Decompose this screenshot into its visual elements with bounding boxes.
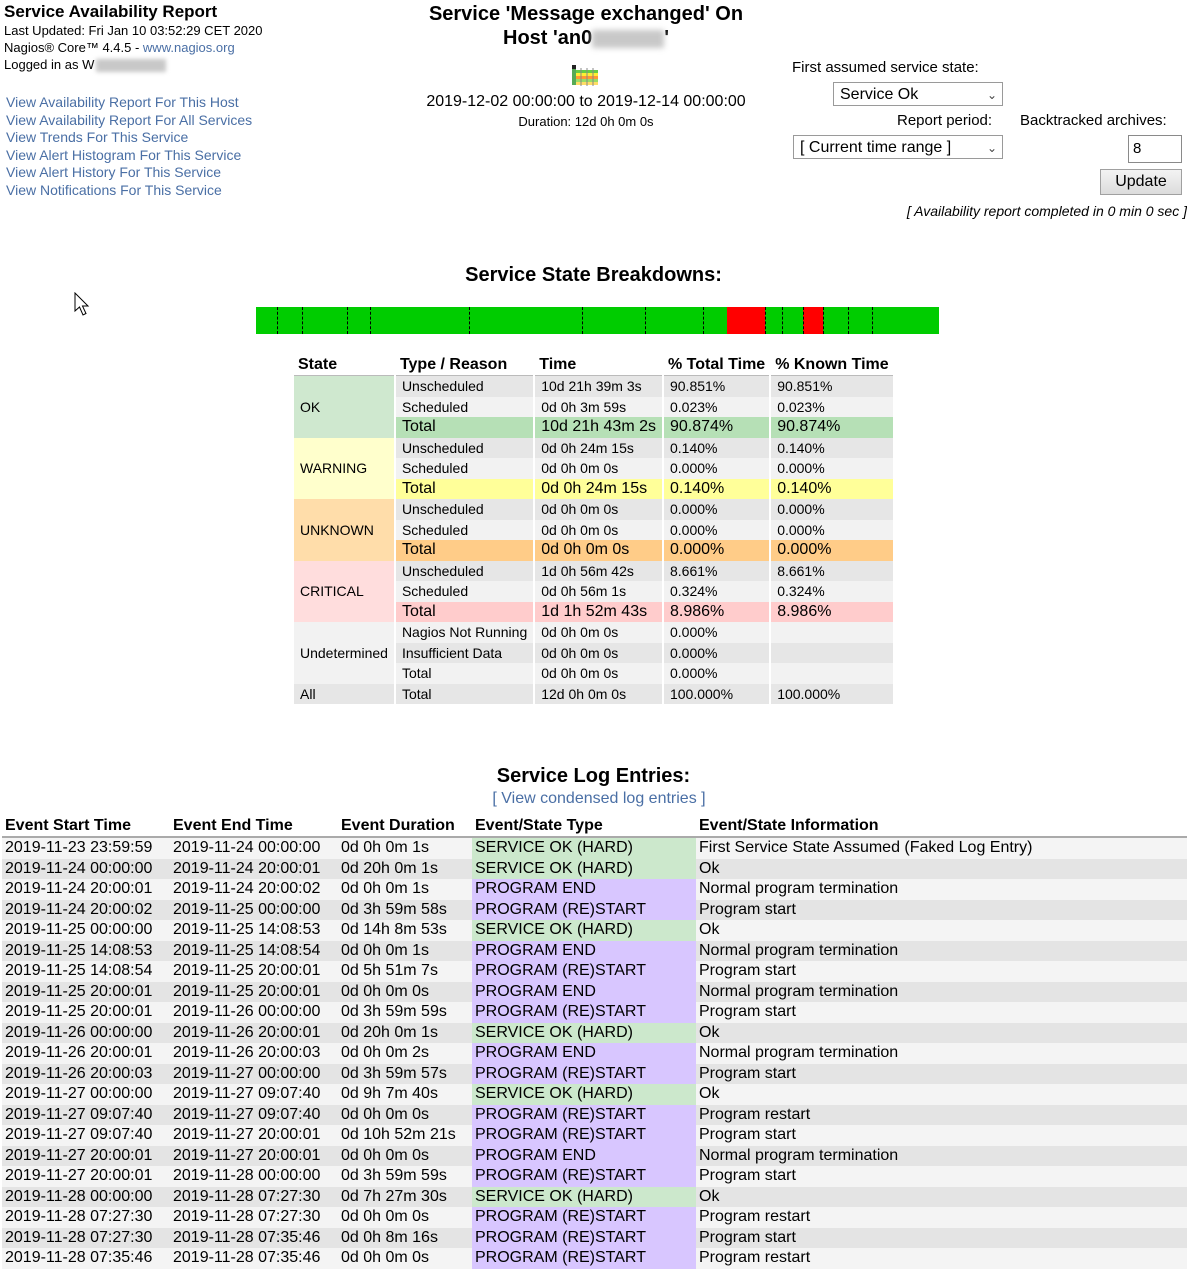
col-event-end: Event End Time xyxy=(170,816,338,837)
cell-time: 0d 0h 24m 15s xyxy=(535,438,662,459)
cell-type-reason: Scheduled xyxy=(396,458,533,479)
report-period-value: [ Current time range ] xyxy=(800,139,952,156)
cell-event-type: PROGRAM (RE)START xyxy=(472,1105,696,1126)
cell-time: 0d 0h 0m 0s xyxy=(535,643,662,664)
col-time: Time xyxy=(535,353,662,376)
state-transition-tick xyxy=(277,307,278,334)
cell-known-pct: 8.986% xyxy=(771,602,893,623)
report-period-select[interactable] xyxy=(793,135,1003,159)
cell-event-info: Ok xyxy=(699,1085,720,1103)
state-cell: WARNING xyxy=(294,438,394,500)
cell-event-info: Ok xyxy=(699,1023,720,1041)
cell-event-duration: 0d 3h 59m 57s xyxy=(341,1064,447,1082)
cell-event-end: 2019-11-25 14:08:54 xyxy=(173,941,321,959)
state-cell: Undetermined xyxy=(294,622,394,684)
log-row xyxy=(2,859,1187,880)
cell-event-end: 2019-11-25 20:00:01 xyxy=(173,962,321,980)
cell-event-end: 2019-11-25 00:00:00 xyxy=(173,900,321,918)
backtracked-label: Backtracked archives: xyxy=(1020,112,1167,129)
cell-time: 10d 21h 39m 3s xyxy=(535,376,662,397)
cell-event-duration: 0d 3h 59m 59s xyxy=(341,1167,447,1185)
cell-type-reason: Total xyxy=(396,540,533,561)
cell-known-pct: 8.661% xyxy=(771,561,893,582)
first-state-value: Service Ok xyxy=(840,86,919,103)
cell-event-start: 2019-11-26 00:00:00 xyxy=(5,1023,153,1041)
state-transition-tick xyxy=(302,307,303,334)
state-transition-tick xyxy=(469,307,470,334)
link-alert-histogram[interactable]: View Alert Histogram For This Service xyxy=(6,146,242,163)
cell-total-pct: 100.000% xyxy=(664,684,769,705)
col-type-reason: Type / Reason xyxy=(396,353,533,376)
col-total-time: % Total Time xyxy=(664,353,769,376)
cell-event-info: Normal program termination xyxy=(699,1146,899,1164)
cell-event-end: 2019-11-28 00:00:00 xyxy=(173,1167,321,1185)
report-period-label: Report period: xyxy=(897,112,993,129)
log-row xyxy=(2,1125,1187,1146)
col-event-info: Event/State Information xyxy=(696,816,1187,837)
cell-known-pct: 90.874% xyxy=(771,417,893,438)
redacted-username xyxy=(96,59,166,72)
cell-event-duration: 0d 3h 59m 59s xyxy=(341,1003,447,1021)
cell-time: 10d 21h 43m 2s xyxy=(535,417,662,438)
cell-known-pct xyxy=(771,643,893,664)
cell-known-pct: 0.140% xyxy=(771,438,893,459)
state-cell: OK xyxy=(294,376,394,438)
cell-event-type: PROGRAM (RE)START xyxy=(472,1228,696,1249)
cell-event-type: SERVICE OK (HARD) xyxy=(472,837,696,859)
cell-known-pct: 0.000% xyxy=(771,458,893,479)
cell-time: 0d 0h 3m 59s xyxy=(535,397,662,418)
cell-event-type: PROGRAM END xyxy=(472,879,696,900)
cell-total-pct: 0.140% xyxy=(664,479,769,500)
state-transition-tick xyxy=(823,307,824,334)
cell-event-info: Program start xyxy=(699,1003,796,1021)
cell-type-reason: Total xyxy=(396,479,533,500)
cell-total-pct: 0.000% xyxy=(664,622,769,643)
host-suffix: ' xyxy=(664,27,669,49)
host-prefix: Host 'an0 xyxy=(503,27,593,49)
cell-time: 0d 0h 0m 0s xyxy=(535,499,662,520)
state-transition-tick xyxy=(848,307,849,334)
cell-total-pct: 0.000% xyxy=(664,663,769,684)
cell-event-end: 2019-11-26 00:00:00 xyxy=(173,1003,321,1021)
cell-event-end: 2019-11-27 09:07:40 xyxy=(173,1105,321,1123)
cell-event-info: Normal program termination xyxy=(699,941,899,959)
cell-event-duration: 0d 0h 8m 16s xyxy=(341,1228,438,1246)
cell-event-info: Ok xyxy=(699,1187,720,1205)
cell-event-end: 2019-11-28 07:35:46 xyxy=(173,1228,321,1246)
breakdown-table xyxy=(292,353,895,704)
cell-event-duration: 0d 20h 0m 1s xyxy=(341,1023,438,1041)
state-transition-tick xyxy=(872,307,873,334)
cell-known-pct: 100.000% xyxy=(771,684,893,705)
cell-event-start: 2019-11-25 20:00:01 xyxy=(5,1003,153,1021)
breakdown-body xyxy=(294,376,893,704)
critical-segment xyxy=(727,307,765,334)
cell-event-type: SERVICE OK (HARD) xyxy=(472,859,696,880)
state-transition-tick xyxy=(347,307,348,334)
cell-event-type: PROGRAM (RE)START xyxy=(472,1002,696,1023)
last-updated: Last Updated: Fri Jan 10 03:52:29 CET 2020 xyxy=(4,23,263,38)
nav-links xyxy=(6,94,252,200)
cell-event-info: Program start xyxy=(699,1167,796,1185)
log-row xyxy=(2,1064,1187,1085)
cell-event-type: PROGRAM (RE)START xyxy=(472,1248,696,1269)
logged-in-text: Logged in as W xyxy=(4,57,95,72)
breakdown-row xyxy=(294,376,893,397)
first-state-label: First assumed service state: xyxy=(792,59,979,76)
cell-event-end: 2019-11-25 20:00:01 xyxy=(173,982,321,1000)
log-row xyxy=(2,1084,1187,1105)
cell-total-pct: 0.000% xyxy=(664,499,769,520)
cell-known-pct: 0.324% xyxy=(771,581,893,602)
cell-event-type: SERVICE OK (HARD) xyxy=(472,1084,696,1105)
completion-notice: [ Availability report completed in 0 min 0 sec ] xyxy=(906,203,1187,219)
cell-event-duration: 0d 3h 59m 58s xyxy=(341,900,447,918)
cell-known-pct: 0.000% xyxy=(771,520,893,541)
log-header-row xyxy=(2,816,1187,837)
cell-type-reason: Total xyxy=(396,602,533,623)
cell-known-pct: 0.140% xyxy=(771,479,893,500)
state-transition-tick xyxy=(645,307,646,334)
breakdown-title: Service State Breakdowns: xyxy=(465,264,722,286)
version-text: Nagios® Core™ 4.4.5 - xyxy=(4,40,143,55)
cell-event-type: SERVICE OK (HARD) xyxy=(472,920,696,941)
cell-event-type: PROGRAM END xyxy=(472,982,696,1003)
col-state: State xyxy=(294,353,394,376)
state-transition-tick xyxy=(582,307,583,334)
chevron-down-icon: ⌄ xyxy=(986,141,997,155)
cell-event-duration: 0d 14h 8m 53s xyxy=(341,921,447,939)
cell-event-end: 2019-11-28 07:27:30 xyxy=(173,1208,321,1226)
cell-event-type: PROGRAM (RE)START xyxy=(472,961,696,982)
cell-event-duration: 0d 0h 0m 0s xyxy=(341,1105,430,1123)
cell-state: All xyxy=(294,684,394,705)
cell-event-start: 2019-11-28 07:27:30 xyxy=(5,1208,153,1226)
report-title: Service Availability Report xyxy=(4,2,218,21)
cell-event-start: 2019-11-25 14:08:54 xyxy=(5,962,153,980)
cell-event-start: 2019-11-23 23:59:59 xyxy=(5,839,153,857)
log-row xyxy=(2,941,1187,962)
col-event-type: Event/State Type xyxy=(472,816,696,837)
cell-time: 0d 0h 0m 0s xyxy=(535,663,662,684)
cell-time: 12d 0h 0m 0s xyxy=(535,684,662,705)
cell-event-info: Ok xyxy=(699,921,720,939)
log-row xyxy=(2,982,1187,1003)
cell-time: 0d 0h 0m 0s xyxy=(535,520,662,541)
cell-event-start: 2019-11-26 20:00:01 xyxy=(5,1044,153,1062)
cell-event-duration: 0d 0h 0m 0s xyxy=(341,1249,430,1267)
cell-event-end: 2019-11-27 20:00:01 xyxy=(173,1126,321,1144)
cell-total-pct: 0.000% xyxy=(664,643,769,664)
cell-event-duration: 0d 0h 0m 1s xyxy=(341,880,430,898)
update-button[interactable]: Update xyxy=(1100,169,1182,195)
cell-total-pct: 0.140% xyxy=(664,438,769,459)
log-row xyxy=(2,1105,1187,1126)
log-row xyxy=(2,1043,1187,1064)
link-host-availability[interactable]: View Availability Report For This Host xyxy=(6,94,239,110)
cell-event-duration: 0d 0h 0m 1s xyxy=(341,941,430,959)
cell-time: 1d 1h 52m 43s xyxy=(535,602,662,623)
cell-event-info: Program restart xyxy=(699,1105,811,1123)
cell-event-type: PROGRAM (RE)START xyxy=(472,1064,696,1085)
nagios-link[interactable]: www.nagios.org xyxy=(142,40,235,55)
cell-event-start: 2019-11-27 20:00:01 xyxy=(5,1167,153,1185)
cell-event-end: 2019-11-27 09:07:40 xyxy=(173,1085,321,1103)
cell-event-start: 2019-11-27 20:00:01 xyxy=(5,1146,153,1164)
cell-type-reason: Unscheduled xyxy=(396,376,533,397)
log-row xyxy=(2,1002,1187,1023)
cell-type-reason: Scheduled xyxy=(396,520,533,541)
log-row xyxy=(2,1228,1187,1249)
cell-event-info: First Service State Assumed (Faked Log Entry) xyxy=(699,839,1033,857)
cell-total-pct: 0.000% xyxy=(664,540,769,561)
state-transition-tick xyxy=(765,307,766,334)
trends-icon[interactable] xyxy=(571,64,601,91)
cell-event-start: 2019-11-24 20:00:01 xyxy=(5,880,153,898)
cell-event-info: Program restart xyxy=(699,1249,811,1267)
cell-total-pct: 8.661% xyxy=(664,561,769,582)
cell-event-type: SERVICE OK (HARD) xyxy=(472,1187,696,1208)
cell-event-info: Program start xyxy=(699,1064,796,1082)
state-cell: CRITICAL xyxy=(294,561,394,623)
state-transition-tick xyxy=(370,307,371,334)
cell-event-duration: 0d 0h 0m 0s xyxy=(341,1208,430,1226)
breakdown-header-row xyxy=(294,353,893,376)
cell-total-pct: 90.851% xyxy=(664,376,769,397)
cell-event-end: 2019-11-28 07:35:46 xyxy=(173,1249,321,1267)
col-known-time: % Known Time xyxy=(771,353,893,376)
cell-type-reason: Total xyxy=(396,663,533,684)
cell-time: 0d 0h 0m 0s xyxy=(535,622,662,643)
breakdown-row-all xyxy=(294,684,893,705)
cell-event-end: 2019-11-27 20:00:01 xyxy=(173,1146,321,1164)
cell-event-info: Normal program termination xyxy=(699,1044,899,1062)
cell-event-duration: 0d 0h 0m 0s xyxy=(341,1146,430,1164)
cell-total-pct: 90.874% xyxy=(664,417,769,438)
redacted-host xyxy=(592,30,664,48)
cell-time: 1d 0h 56m 42s xyxy=(535,561,662,582)
cell-event-info: Normal program termination xyxy=(699,880,899,898)
cell-event-type: SERVICE OK (HARD) xyxy=(472,1023,696,1044)
cell-event-end: 2019-11-24 20:00:02 xyxy=(173,880,321,898)
cell-event-end: 2019-11-24 00:00:00 xyxy=(173,839,321,857)
cell-known-pct xyxy=(771,663,893,684)
first-state-select[interactable] xyxy=(833,82,1003,106)
cell-total-pct: 0.000% xyxy=(664,520,769,541)
cell-event-info: Normal program termination xyxy=(699,982,899,1000)
col-event-duration: Event Duration xyxy=(338,816,472,837)
cell-event-duration: 0d 0h 0m 0s xyxy=(341,982,430,1000)
link-alert-history[interactable]: View Alert History For This Service xyxy=(6,164,221,181)
cell-event-end: 2019-11-26 20:00:03 xyxy=(173,1044,321,1062)
cell-event-end: 2019-11-27 00:00:00 xyxy=(173,1064,321,1082)
cell-type-reason: Total xyxy=(396,684,533,705)
cell-type-reason: Scheduled xyxy=(396,397,533,418)
condensed-log-link[interactable]: [ View condensed log entries ] xyxy=(492,790,706,807)
cell-event-start: 2019-11-25 20:00:01 xyxy=(5,982,153,1000)
state-transition-tick xyxy=(703,307,704,334)
log-row xyxy=(2,837,1187,859)
link-trends[interactable]: View Trends For This Service xyxy=(6,129,189,146)
log-title: Service Log Entries: xyxy=(496,765,691,787)
cell-event-end: 2019-11-24 20:00:01 xyxy=(173,859,321,877)
cell-event-start: 2019-11-24 20:00:02 xyxy=(5,900,153,918)
duration: Duration: 12d 0h 0m 0s xyxy=(518,114,654,129)
cell-event-end: 2019-11-28 07:27:30 xyxy=(173,1187,321,1205)
logged-in xyxy=(4,56,324,73)
cell-event-duration: 0d 0h 0m 1s xyxy=(341,839,430,857)
cell-event-start: 2019-11-28 07:35:46 xyxy=(5,1249,153,1267)
log-row xyxy=(2,1207,1187,1228)
cell-event-start: 2019-11-28 07:27:30 xyxy=(5,1228,153,1246)
cell-event-type: PROGRAM (RE)START xyxy=(472,1166,696,1187)
cell-event-info: Program start xyxy=(699,962,796,980)
cell-total-pct: 8.986% xyxy=(664,602,769,623)
cell-event-start: 2019-11-26 20:00:03 xyxy=(5,1064,153,1082)
cell-time: 0d 0h 0m 0s xyxy=(535,540,662,561)
cell-event-type: PROGRAM (RE)START xyxy=(472,1207,696,1228)
cell-event-end: 2019-11-25 14:08:53 xyxy=(173,921,321,939)
state-timeline-bar[interactable] xyxy=(256,307,939,334)
link-all-services-availability[interactable]: View Availability Report For All Services xyxy=(6,111,253,128)
cell-known-pct: 0.023% xyxy=(771,397,893,418)
mouse-pointer-icon xyxy=(74,292,92,318)
cell-total-pct: 0.324% xyxy=(664,581,769,602)
state-cell: UNKNOWN xyxy=(294,499,394,561)
breakdown-row xyxy=(294,561,893,582)
log-row xyxy=(2,1023,1187,1044)
report-header xyxy=(4,2,324,73)
cell-event-start: 2019-11-27 09:07:40 xyxy=(5,1105,153,1123)
cell-event-start: 2019-11-28 00:00:00 xyxy=(5,1187,153,1205)
cell-time: 0d 0h 56m 1s xyxy=(535,581,662,602)
cell-total-pct: 0.000% xyxy=(664,458,769,479)
version-info xyxy=(4,39,324,56)
log-table xyxy=(2,816,1187,1269)
breakdown-row xyxy=(294,622,893,643)
cell-known-pct: 0.000% xyxy=(771,499,893,520)
log-row xyxy=(2,1166,1187,1187)
cell-event-duration: 0d 10h 52m 21s xyxy=(341,1126,456,1144)
cell-event-type: PROGRAM (RE)START xyxy=(472,900,696,921)
log-row xyxy=(2,1187,1187,1208)
breakdown-row xyxy=(294,499,893,520)
cell-total-pct: 0.023% xyxy=(664,397,769,418)
cell-event-info: Ok xyxy=(699,859,720,877)
cell-event-duration: 0d 5h 51m 7s xyxy=(341,962,438,980)
date-range: 2019-12-02 00:00:00 to 2019-12-14 00:00:00 xyxy=(426,93,746,110)
cell-event-info: Program start xyxy=(699,900,796,918)
state-transition-tick xyxy=(782,307,783,334)
log-row xyxy=(2,1146,1187,1167)
service-title-line1: Service 'Message exchanged' On xyxy=(428,3,744,25)
condensed-log-link-wrapper xyxy=(0,790,1187,808)
cell-event-start: 2019-11-27 00:00:00 xyxy=(5,1085,153,1103)
cell-event-start: 2019-11-27 09:07:40 xyxy=(5,1126,153,1144)
cell-event-duration: 0d 9h 7m 40s xyxy=(341,1085,438,1103)
cell-time: 0d 0h 0m 0s xyxy=(535,458,662,479)
cell-event-duration: 0d 0h 0m 2s xyxy=(341,1044,430,1062)
log-body xyxy=(2,837,1187,1269)
cell-known-pct xyxy=(771,622,893,643)
service-title-line2 xyxy=(396,26,776,50)
critical-segment xyxy=(803,307,823,334)
cell-event-start: 2019-11-25 14:08:53 xyxy=(5,941,153,959)
cell-event-info: Program start xyxy=(699,1228,796,1246)
cell-event-info: Program start xyxy=(699,1126,796,1144)
backtracked-input[interactable]: 8 xyxy=(1128,135,1182,163)
log-row xyxy=(2,879,1187,900)
log-row xyxy=(2,900,1187,921)
cell-time: 0d 0h 24m 15s xyxy=(535,479,662,500)
cell-event-end: 2019-11-26 20:00:01 xyxy=(173,1023,321,1041)
cell-known-pct: 0.000% xyxy=(771,540,893,561)
log-row xyxy=(2,920,1187,941)
chevron-down-icon: ⌄ xyxy=(986,88,997,102)
cell-event-info: Program restart xyxy=(699,1208,811,1226)
cell-type-reason: Unscheduled xyxy=(396,438,533,459)
cell-type-reason: Scheduled xyxy=(396,581,533,602)
state-transition-tick xyxy=(803,307,804,334)
link-notifications[interactable]: View Notifications For This Service xyxy=(6,181,222,198)
cell-type-reason: Nagios Not Running xyxy=(396,622,533,643)
cell-type-reason: Insufficient Data xyxy=(396,643,533,664)
cell-event-type: PROGRAM (RE)START xyxy=(472,1125,696,1146)
log-row xyxy=(2,1248,1187,1269)
cell-type-reason: Unscheduled xyxy=(396,499,533,520)
cell-known-pct: 90.851% xyxy=(771,376,893,397)
cell-type-reason: Total xyxy=(396,417,533,438)
cell-event-duration: 0d 7h 27m 30s xyxy=(341,1187,447,1205)
breakdown-row xyxy=(294,438,893,459)
cell-event-start: 2019-11-25 00:00:00 xyxy=(5,921,153,939)
cell-event-start: 2019-11-24 00:00:00 xyxy=(5,859,153,877)
col-event-start: Event Start Time xyxy=(2,816,170,837)
cell-event-type: PROGRAM END xyxy=(472,1043,696,1064)
cell-event-type: PROGRAM END xyxy=(472,1146,696,1167)
service-header xyxy=(396,2,776,129)
cell-event-duration: 0d 20h 0m 1s xyxy=(341,859,438,877)
log-row xyxy=(2,961,1187,982)
cell-type-reason: Unscheduled xyxy=(396,561,533,582)
cell-event-type: PROGRAM END xyxy=(472,941,696,962)
